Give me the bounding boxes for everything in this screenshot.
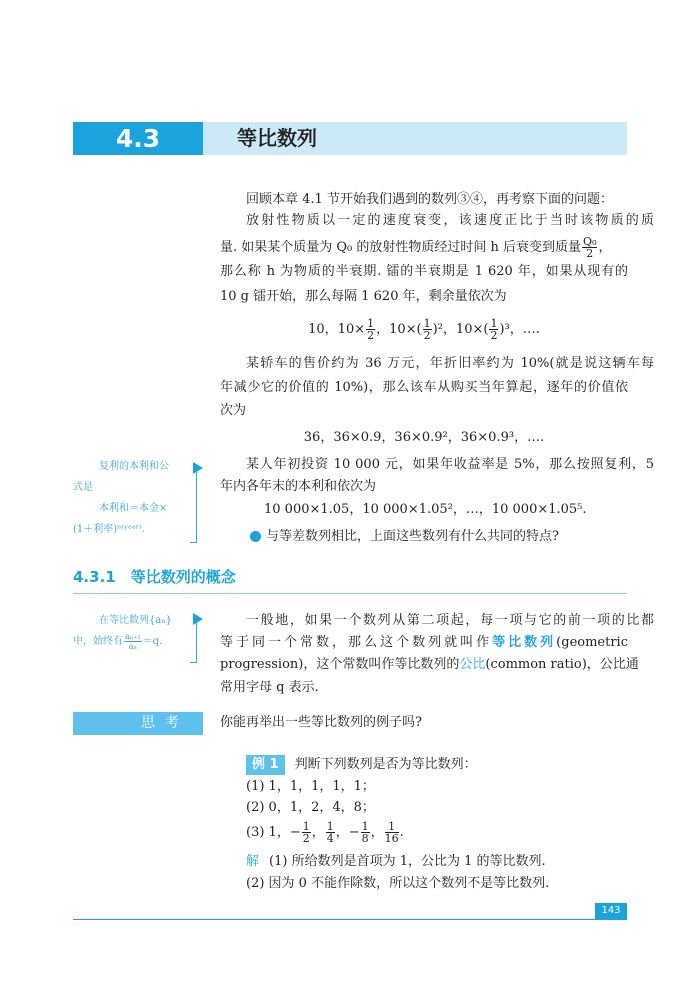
t: (geometric [556, 635, 628, 650]
t: (3) 1，− [246, 825, 301, 840]
def-l4: 常用字母 q 表示. [220, 680, 319, 695]
intro-p3-l1: 某轿车的售价约为 36 万元，年折旧率约为 10%(就是说这辆车每 [246, 356, 654, 371]
intro-p2-l4: 10 g 镭开始，那么每隔 1 620 年，剩余量依次为 [220, 289, 507, 304]
example-prompt [220, 755, 654, 775]
example-item1: (1) 1，1，1，1，1； [246, 779, 375, 794]
section-title: 等比数列 [203, 122, 627, 155]
num: 1 [385, 821, 399, 833]
note-line: (1＋利率)ⁿ⁽ʸᵉᵃʳ⁾. [73, 524, 146, 535]
t: ，− [335, 825, 360, 840]
t: ，10×( [376, 322, 422, 337]
note-line: 式是 [73, 482, 93, 493]
num: 1 [490, 317, 498, 330]
t: (common ratio)，公比通 [485, 657, 639, 672]
intro-p2-l3: 那么称 h 为物质的半衰期. 镭的半衰期是 1 620 年，如果从现有的 [220, 264, 628, 279]
t: ＝q. [142, 636, 163, 647]
den: 2 [586, 247, 594, 260]
question [220, 527, 658, 547]
den: 16 [384, 832, 399, 845]
bullet-dot-icon [250, 531, 261, 542]
solution-1 [220, 852, 654, 872]
section-number: 4.3 [73, 122, 203, 155]
num: Q₀ [583, 235, 597, 248]
subsection-heading: 4.3.1 等比数列的概念 [73, 568, 236, 586]
side-note-compound [73, 456, 193, 540]
side-note-ratio [73, 610, 193, 652]
den: 2 [367, 329, 375, 342]
note-bracket [190, 622, 197, 663]
intro-p4-l1: 某人年初投资 10 000 元，如果年收益率是 5%，那么按照复利，5 [246, 457, 654, 472]
intro-p4-l2: 年内各年末的本利和依次为 [220, 479, 377, 494]
arrow-marker-icon [193, 613, 203, 625]
intro-p2-l1: 放射性物质以一定的速度衰变，该速度正比于当时该物质的质 [246, 213, 654, 228]
den: 2 [490, 329, 498, 342]
intro-p1: 回顾本章 4.1 节开始我们遇到的数列③④，再考察下面的问题： [246, 192, 613, 207]
num: aₙ₊₁ [125, 632, 141, 641]
t: ， [311, 825, 325, 840]
footer-divider [73, 919, 627, 920]
t: )³，…. [499, 322, 540, 337]
formula-car: 36，36×0.9，36×0.9²，36×0.9³，…. [303, 430, 545, 445]
t: )²，10×( [432, 322, 489, 337]
num: 1 [367, 317, 375, 330]
t: 中，始终有 [73, 636, 123, 647]
def-l1: 一般地，如果一个数列从第二项起，每一项与它的前一项的比都 [246, 613, 654, 628]
intro-p3-l3: 次为 [220, 403, 247, 418]
t: . [399, 825, 404, 840]
term-common-ratio: 公比 [459, 657, 486, 672]
def-l2 [220, 633, 628, 653]
think-text: 你能再举出一些等比数列的例子吗? [220, 715, 422, 730]
think-label: 思考 [73, 712, 203, 735]
fraction [489, 318, 498, 341]
note-line: 本利和＝本金× [99, 503, 168, 514]
divider [73, 593, 627, 594]
num: 1 [361, 820, 369, 833]
t: 判断下列数列是否为等比数列： [294, 757, 477, 772]
example-tag: 例 1 [246, 755, 285, 775]
example-item3 [220, 820, 654, 846]
num: 1 [326, 820, 334, 833]
solution-label: 解 [246, 854, 260, 869]
den: 4 [326, 832, 334, 845]
num: 1 [423, 317, 431, 330]
den: 8 [361, 832, 369, 845]
note-line: 在等比数列{aₙ} [99, 615, 173, 626]
term-geometric-progression: 等比数列 [492, 635, 557, 650]
formula-investment: 10 000×1.05，10 000×1.05²，…，10 000×1.05⁵. [264, 502, 587, 517]
fraction [326, 821, 335, 844]
fraction [423, 318, 432, 341]
t: ， [370, 825, 384, 840]
fraction [124, 632, 142, 651]
formula-radium [220, 318, 628, 342]
fraction [302, 821, 311, 844]
t: 10，10× [308, 322, 366, 337]
intro-p2-l2: 量. 如果某个质量为 Q₀ 的放射性物质经过时间 h 后衰变到质量 $\frac{\text{Q₀}}{2}$ ， [220, 235, 612, 260]
den: aₙ [128, 642, 137, 651]
den: 2 [302, 832, 310, 845]
num: 1 [302, 820, 310, 833]
arrow-marker-icon [193, 462, 203, 474]
fraction [385, 821, 399, 844]
solution-2: (2) 因为 0 不能作除数，所以这个数列不是等比数列. [246, 876, 550, 891]
t: (1) 所给数列是首项为 1，公比为 1 的等比数列. [269, 854, 546, 869]
intro-p3-l2: 年减少它的价值的 10%)，那么该车从购买当年算起，逐年的价值依 [220, 380, 628, 395]
fraction [361, 821, 370, 844]
fraction [582, 236, 597, 259]
example-item2: (2) 0，1，2，4，8； [246, 800, 375, 815]
note-line: 复利的本利和公 [99, 461, 169, 472]
t: progression)，这个常数叫作等比数列的 [220, 657, 460, 672]
note-line [73, 631, 193, 652]
question-text: 与等差数列相比，上面这些数列有什么共同的特点? [266, 529, 559, 544]
page-number: 143 [595, 903, 627, 919]
fraction [366, 318, 375, 341]
def-l3 [220, 655, 639, 675]
den: 2 [423, 329, 431, 342]
text: 量. 如果某个质量为 Q₀ 的放射性物质经过时间 h 后衰变到质量 [220, 240, 582, 255]
t: 等于同一个常数，那么这个数列就叫作 [220, 635, 493, 650]
note-bracket [190, 470, 197, 543]
